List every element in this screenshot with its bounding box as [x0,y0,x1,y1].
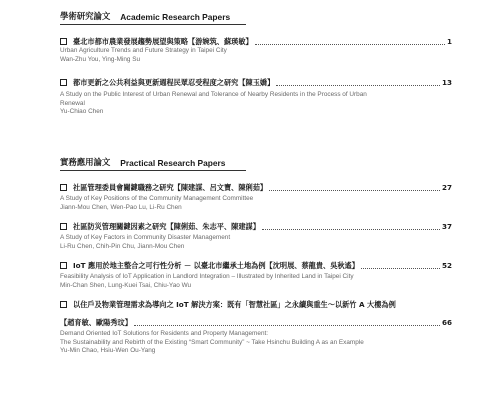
entry-page: 52 [441,261,452,270]
entry-title: 臺北市都市農業發展趨勢展望與策略【游婉筑、蘇瑛敏】 [73,37,253,46]
toc-entry[interactable] [60,222,452,251]
entry-english-title: A Study on the Public Interest of Urban Renewal and Tolerance of Nearby Residents in the Process of Urban [60,91,367,98]
dot-leader [269,190,440,191]
entry-page: 37 [441,222,452,231]
entry-authors: Yu-Min Chao, Hsiu-Wen Ou-Yang [60,347,156,354]
entry-title: 都市更新之公共利益與更新週程民眾忍受程度之研究【陳玉嬌】 [73,78,275,87]
checkbox-bullet-icon [60,301,67,308]
entry-authors: Yu-Chiao Chen [60,108,104,115]
checkbox-bullet-icon [60,79,67,86]
toc-entry[interactable] [60,183,452,212]
entry-page: 66 [441,318,452,327]
dot-leader [134,325,440,326]
entry-english-title: Feasibility Analysis of IoT Application in Landlord Integration – Illustrated by Inherited Land in Taipei City [60,273,354,280]
checkbox-bullet-icon [60,184,67,191]
academic-heading-zh: 學術研究論文 [60,11,111,21]
dot-leader [255,44,445,45]
academic-heading-en: Academic Research Papers [120,12,231,22]
entry-page: 1 [446,37,452,46]
practical-heading [60,154,452,168]
dot-leader [361,268,440,269]
entry-title-cont: 【趙育敏、歐陽秀玟】 [60,318,132,327]
checkbox-bullet-icon [60,38,67,45]
checkbox-bullet-icon [60,223,67,230]
entry-english-title: Urban Agriculture Trends and Future Strategy in Taipei City [60,47,227,54]
entry-authors: Wan-Zhu You, Ying-Ming Su [60,55,141,63]
academic-section [60,8,452,117]
toc-entry[interactable] [60,300,452,356]
dot-leader [262,229,440,230]
toc-entry[interactable] [60,261,452,290]
academic-heading-rule [60,24,246,25]
entry-title: 社區管理委員會關鍵職務之研究【陳建謀、呂文寶、陳俐茹】 [73,183,268,192]
entry-authors: Min-Chan Shen, Lung-Kuei Tsai, Chiu-Yao Wu [60,281,192,289]
toc-entry[interactable] [60,37,452,64]
entry-english-title-cont: Renewal [60,99,85,107]
entry-english-title: A Study of Key Positions of the Community Management Committee [60,195,254,202]
entry-english-title: Demand Oriented IoT Solutions for Residents and Property Management: [60,330,269,337]
dot-leader [276,85,440,86]
checkbox-bullet-icon [60,262,67,269]
practical-heading-zh: 實務應用論文 [60,157,111,167]
practical-heading-en: Practical Research Papers [120,158,226,168]
entry-title: IoT 應用於地主整合之可行性分析 － 以臺北市繼承土地為例【沈明展、蔡龍貴、吳秋遙】 [73,261,359,270]
entry-english-title: A Study of Key Factors in Community Disaster Management [60,234,231,241]
academic-heading [60,8,452,22]
entry-page: 13 [441,78,452,87]
toc-entry[interactable] [60,78,452,117]
entry-authors: Li-Ru Chen, Chih-Pin Chu, Jiann-Mou Chen [60,242,185,250]
entry-page: 27 [441,183,452,192]
entry-title: 以住戶及物業管理需求為導向之 IoT 解決方案：既有「智慧社區」之永續與重生～以新竹 A 大樓為例 [73,300,396,309]
entry-title: 社區防災管理關鍵因素之研究【陳俐茹、朱志平、陳建謀】 [73,222,260,231]
practical-section [60,154,452,356]
entry-authors: Jiann-Mou Chen, Wen-Pao Lu, Li-Ru Chen [60,203,182,211]
entry-english-title-cont: The Sustainability and Rebirth of the Existing “Smart Community” ~ Take Hsinchu Building A as an Example [60,338,364,346]
practical-heading-rule [60,170,246,171]
